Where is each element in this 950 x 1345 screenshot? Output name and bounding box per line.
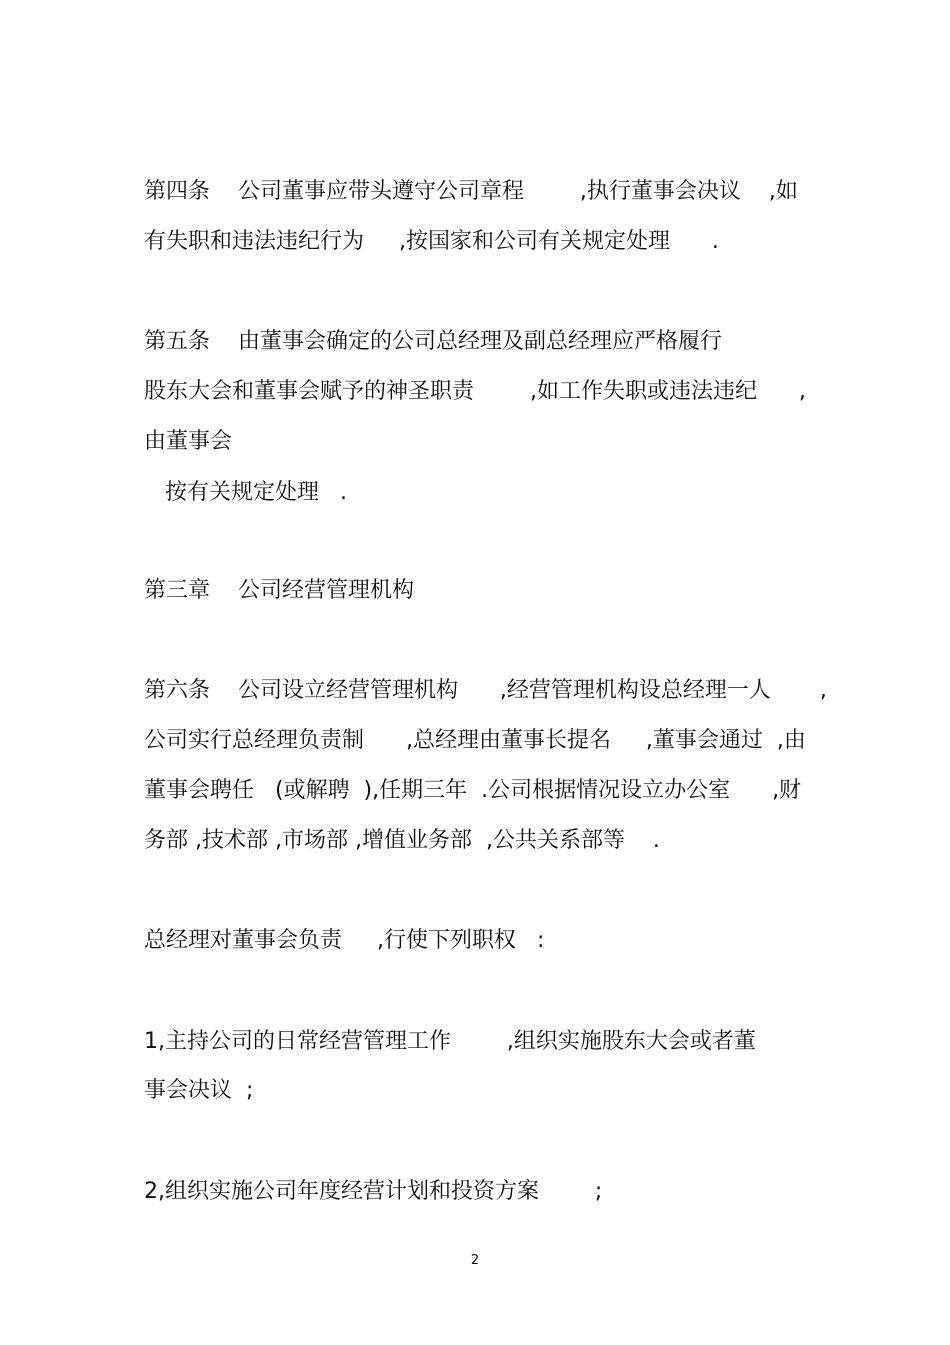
gm-duties-intro: 总经理对董事会负责 ,行使下列职权 : <box>144 928 545 953</box>
duty-2-line-1: 2,组织实施公司年度经营计划和投资方案 ; <box>144 1179 603 1204</box>
article-5-line-2: 股东大会和董事会赋予的神圣职责 ,如工作失职或违法违纪 , <box>144 379 806 404</box>
duty-1-line-1: 1,主持公司的日常经营管理工作 ,组织实施股东大会或者董 <box>144 1029 756 1054</box>
chapter-3-heading: 第三章 公司经营管理机构 <box>144 578 414 603</box>
article-6-line-4: 务部 ,技术部 ,市场部 ,增值业务部 ,公共关系部等 . <box>144 828 660 853</box>
page-number: 2 <box>470 1253 480 1268</box>
article-4-line-2: 有失职和违法违纪行为 ,按国家和公司有关规定处理 . <box>144 229 719 254</box>
article-5-line-4: 按有关规定处理 . <box>144 480 347 505</box>
article-6-line-1: 第六条 公司设立经营管理机构 ,经营管理机构设总经理一人 , <box>144 678 827 703</box>
duty-1-line-2: 事会决议 ; <box>144 1078 254 1103</box>
article-5-line-1: 第五条 由董事会确定的公司总经理及副总经理应严格履行 <box>144 329 722 354</box>
article-5-line-3: 由董事会 <box>144 429 233 454</box>
article-6-line-2: 公司实行总经理负责制 ,总经理由董事长提名 ,董事会通过 ,由 <box>144 728 806 753</box>
article-6-line-3: 董事会聘任 (或解聘 ),任期三年 .公司根据情况设立办公室 ,财 <box>144 778 802 803</box>
article-4-line-1: 第四条 公司董事应带头遵守公司章程 ,执行董事会决议 ,如 <box>144 179 798 204</box>
